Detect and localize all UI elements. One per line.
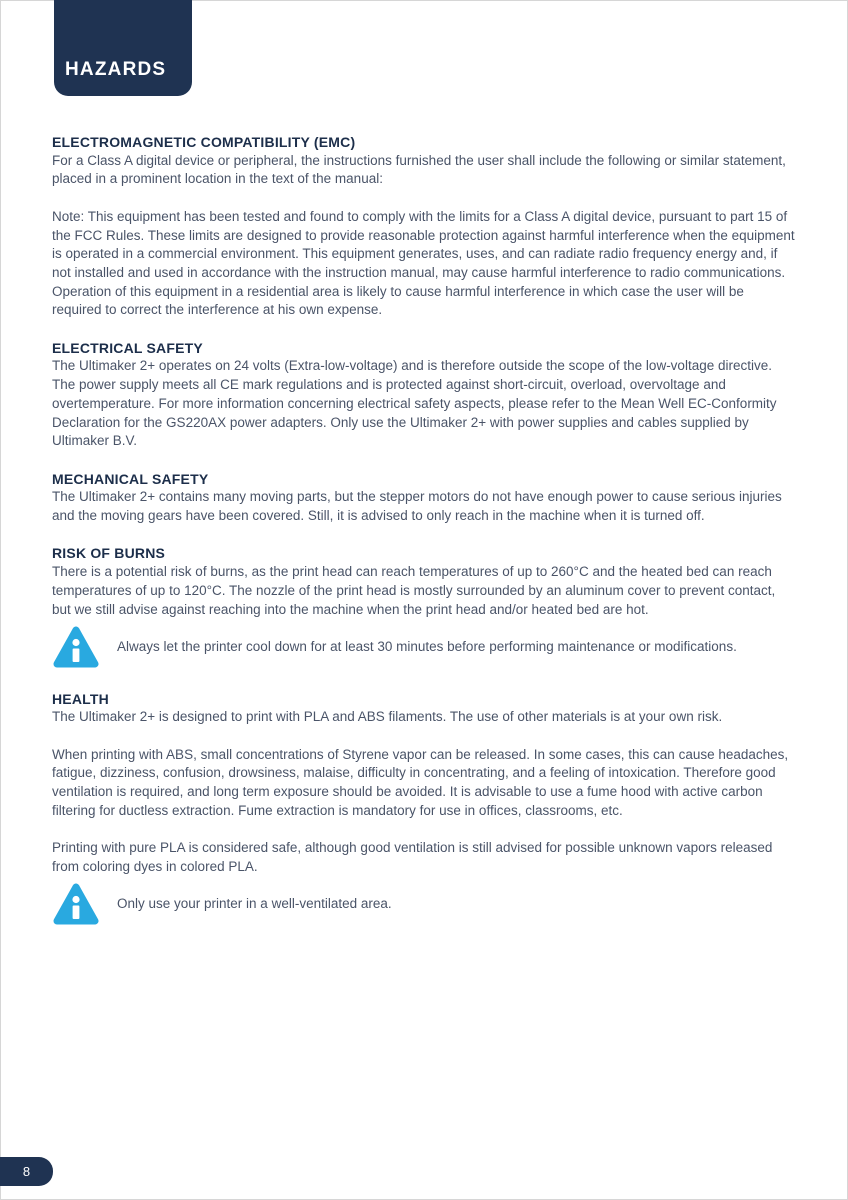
- paragraph: The Ultimaker 2+ contains many moving parts, but the stepper motors do not have enough power to cause serious injuries and the moving gears have been covered. Still, it is advised to only reach in the machine when it is turned off.: [52, 489, 782, 524]
- paragraph: Printing with pure PLA is considered safe, although good ventilation is still advised for possible unknown vapors released from coloring dyes in colored PLA.: [52, 840, 773, 874]
- section-heading: ELECTROMAGNETIC COMPATIBILITY (EMC): [52, 134, 356, 150]
- section-mechanical-safety: [52, 470, 796, 526]
- warning-text: Always let the printer cool down for at least 30 minutes before performing maintenance or modifications.: [117, 638, 737, 654]
- warning-text: Only use your printer in a well-ventilated area.: [117, 895, 392, 911]
- section-tab: [54, 0, 192, 96]
- section-risk-of-burns: [52, 544, 796, 619]
- paragraph: For a Class A digital device or peripheral, the instructions furnished the user shall include the following or similar statement, placed in a prominent location in the text of the manual:: [52, 152, 786, 187]
- info-triangle-icon: [52, 623, 100, 671]
- section-tab-label: HAZARDS: [65, 59, 167, 80]
- section-electrical-safety: [52, 339, 796, 451]
- page-content: [52, 133, 796, 947]
- section-heading: HEALTH: [52, 690, 109, 707]
- warning-note: [52, 623, 796, 671]
- paragraph: The Ultimaker 2+ operates on 24 volts (Extra-low-voltage) and is therefore outside the scope of the low-voltage directive. The power supply meets all CE mark regulations and is protected against short-circuit, overload, overvoltage and overtemperature. For more information concerning electrical safety aspects, please refer to the Mean Well EC-Conformity Declaration for the GS220AX power adapters. Only use the Ultimaker 2+ with power supplies and cables supplied by Ultimaker B.V.: [52, 358, 777, 449]
- section-heading: RISK OF BURNS: [52, 545, 166, 562]
- section-emc: [52, 133, 796, 320]
- warning-note: [52, 880, 796, 928]
- section-health: [52, 690, 796, 877]
- section-heading: ELECTRICAL SAFETY: [52, 339, 203, 356]
- section-heading: MECHANICAL SAFETY: [52, 470, 209, 487]
- page-number-badge: [0, 1157, 53, 1186]
- paragraph: The Ultimaker 2+ is designed to print with PLA and ABS filaments. The use of other materials is at your own risk.: [52, 709, 723, 725]
- paragraph: When printing with ABS, small concentrations of Styrene vapor can be released. In some cases, this can cause headaches, fatigue, dizziness, confusion, drowsiness, malaise, difficulty in concentrating, and a feeling of intoxication. Therefore good ventilation is required, and long term exposure should be avoided. It is advisable to use a fume hood with active carbon filtering for ductless extraction. Fume extraction is mandatory for use in offices, classrooms, etc.: [52, 746, 789, 818]
- paragraph: Note: This equipment has been tested and found to comply with the limits for a Class A digital device, pursuant to part 15 of the FCC Rules. These limits are designed to provide reasonable protection against harmful interference when the equipment is operated in a commercial environment. This equipment generates, uses, and can radiate radio frequency energy and, if not installed and used in accordance with the instruction manual, may cause harmful interference to radio communications. Operation of this equipment in a residential area is likely to cause harmful interference in which case the user will be required to correct the interference at his own expense.: [52, 208, 795, 318]
- info-triangle-icon: [52, 880, 100, 928]
- page-number: 8: [22, 1164, 31, 1179]
- paragraph: There is a potential risk of burns, as the print head can reach temperatures of up to 260°C and the heated bed can reach temperatures of up to 120°C. The nozzle of the print head is mostly surrounded by an aluminum cover to prevent contact, but we still advise against reaching into the machine when the print head and/or heated bed are hot.: [52, 564, 776, 617]
